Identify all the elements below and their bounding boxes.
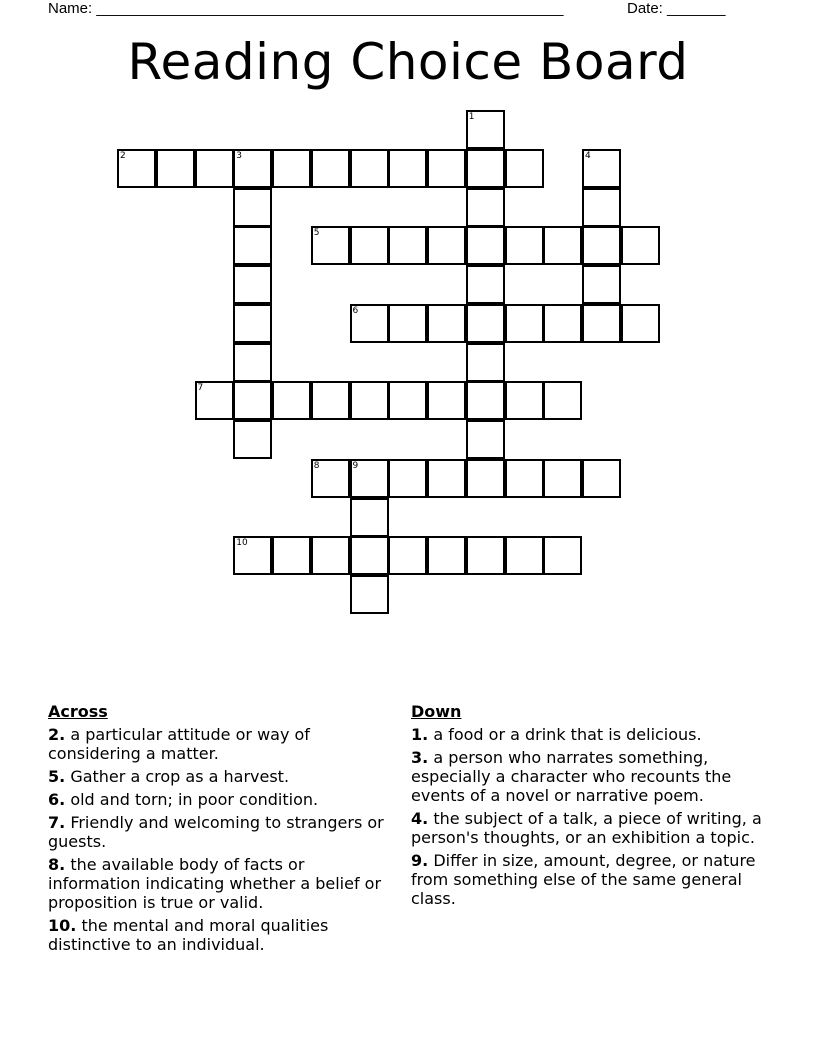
clue-number: 7.	[48, 813, 66, 832]
crossword-cell[interactable]	[233, 304, 272, 343]
down-heading: Down	[411, 702, 462, 721]
crossword-cell[interactable]	[233, 226, 272, 265]
crossword-cell[interactable]	[466, 304, 505, 343]
crossword-cell[interactable]	[311, 226, 350, 265]
clue-across-8	[48, 855, 398, 912]
crossword-cell[interactable]	[582, 149, 621, 188]
crossword-cell[interactable]	[543, 459, 582, 498]
crossword-cell[interactable]	[466, 110, 505, 149]
crossword-cell[interactable]	[388, 381, 427, 420]
crossword-cell[interactable]	[621, 226, 660, 265]
clue-number: 4.	[411, 809, 429, 828]
clue-number: 10.	[48, 916, 77, 935]
crossword-cell[interactable]	[582, 226, 621, 265]
cell-number: 4	[585, 150, 591, 161]
crossword-cell[interactable]	[388, 459, 427, 498]
clue-number: 6.	[48, 790, 66, 809]
crossword-cell[interactable]	[543, 304, 582, 343]
clue-across-5	[48, 767, 398, 786]
crossword-cell[interactable]	[311, 459, 350, 498]
crossword-cell[interactable]	[466, 459, 505, 498]
clue-down-3	[411, 748, 771, 805]
name-field-label[interactable]: Name: ________________________________________________________	[48, 0, 564, 17]
crossword-cell[interactable]	[543, 381, 582, 420]
crossword-cell[interactable]	[233, 536, 272, 575]
crossword-cell[interactable]	[233, 343, 272, 382]
crossword-cell[interactable]	[233, 381, 272, 420]
cell-number: 7	[197, 383, 204, 394]
clue-across-10	[48, 916, 398, 954]
crossword-cell[interactable]	[311, 149, 350, 188]
crossword-cell[interactable]	[621, 304, 660, 343]
crossword-cell[interactable]	[272, 149, 311, 188]
clue-down-1	[411, 725, 771, 744]
clue-down-4	[411, 809, 771, 847]
crossword-cell[interactable]	[311, 536, 350, 575]
crossword-cell[interactable]	[582, 188, 621, 227]
crossword-cell[interactable]	[543, 226, 582, 265]
date-field-label[interactable]: Date: _______	[627, 0, 726, 17]
crossword-cell[interactable]	[388, 226, 427, 265]
clue-text: the available body of facts or information indicating whether a belief or proposition is true or valid.	[48, 855, 382, 912]
crossword-cell[interactable]	[427, 381, 466, 420]
crossword-cell[interactable]	[505, 304, 544, 343]
crossword-cell[interactable]	[156, 149, 195, 188]
crossword-cell[interactable]	[195, 381, 234, 420]
crossword-cell[interactable]	[466, 536, 505, 575]
crossword-cell[interactable]	[117, 149, 156, 188]
clue-down-9	[411, 851, 771, 908]
page-title: Reading Choice Board	[127, 33, 689, 91]
cell-number: 1	[468, 112, 475, 122]
across-clues	[48, 702, 398, 958]
crossword-cell[interactable]	[350, 575, 389, 614]
across-heading: Across	[48, 702, 108, 721]
crossword-cell[interactable]	[427, 304, 466, 343]
clue-text: Gather a crop as a harvest.	[70, 767, 290, 786]
crossword-cell[interactable]	[505, 381, 544, 420]
crossword-cell[interactable]	[427, 226, 466, 265]
clue-text: old and torn; in poor condition.	[70, 790, 319, 809]
crossword-cell[interactable]	[427, 536, 466, 575]
cell-number: 8	[313, 460, 320, 471]
crossword-cell[interactable]	[233, 420, 272, 459]
cell-number: 9	[352, 460, 359, 471]
crossword-cell[interactable]	[505, 536, 544, 575]
crossword-cell[interactable]	[195, 149, 234, 188]
crossword-cell[interactable]	[466, 265, 505, 304]
crossword-cell[interactable]	[466, 381, 505, 420]
crossword-cell[interactable]	[388, 304, 427, 343]
crossword-cell[interactable]	[311, 381, 350, 420]
crossword-cell[interactable]	[505, 459, 544, 498]
clue-number: 9.	[411, 851, 429, 870]
crossword-cell[interactable]	[388, 536, 427, 575]
clue-text: Friendly and welcoming to strangers or guests.	[48, 813, 384, 851]
crossword-cell[interactable]	[350, 226, 389, 265]
clue-text: the mental and moral qualities distinctive to an individual.	[48, 916, 329, 954]
clue-text: a food or a drink that is delicious.	[433, 725, 702, 744]
clue-text: Differ in size, amount, degree, or nature from something else of the same general class.	[411, 851, 756, 908]
clue-number: 1.	[411, 725, 429, 744]
crossword-cell[interactable]	[272, 536, 311, 575]
clue-across-2	[48, 725, 398, 763]
crossword-cell[interactable]	[582, 265, 621, 304]
clue-number: 5.	[48, 767, 66, 786]
crossword-cell[interactable]	[388, 149, 427, 188]
down-clues	[411, 702, 771, 912]
clue-text: a person who narrates something, especially a character who recounts the events of a novel or narrative poem.	[411, 748, 732, 805]
crossword-cell[interactable]	[427, 149, 466, 188]
clue-text: the subject of a talk, a piece of writing, a person's thoughts, or an exhibition a topic.	[411, 809, 762, 847]
crossword-cell[interactable]	[466, 420, 505, 459]
clue-across-7	[48, 813, 398, 851]
cell-number: 6	[352, 305, 359, 316]
clue-across-6	[48, 790, 398, 809]
crossword-cell[interactable]	[272, 381, 311, 420]
clue-number: 2.	[48, 725, 66, 744]
cell-number: 3	[236, 150, 242, 161]
crossword-cell[interactable]	[582, 459, 621, 498]
cell-number: 2	[120, 150, 126, 161]
crossword-cell[interactable]	[505, 149, 544, 188]
crossword-cell[interactable]	[466, 149, 505, 188]
crossword-cell[interactable]	[427, 459, 466, 498]
crossword-cell[interactable]	[350, 459, 389, 498]
crossword-cell[interactable]	[505, 226, 544, 265]
crossword-cell[interactable]	[350, 381, 389, 420]
crossword-cell[interactable]	[233, 149, 272, 188]
crossword-cell[interactable]	[350, 536, 389, 575]
cell-number: 5	[313, 228, 320, 239]
crossword-cell[interactable]	[466, 226, 505, 265]
clue-text: a particular attitude or way of considering a matter.	[48, 725, 310, 763]
crossword-cell[interactable]	[466, 343, 505, 382]
crossword-cell[interactable]	[233, 265, 272, 304]
crossword-cell[interactable]	[350, 304, 389, 343]
crossword-cell[interactable]	[350, 149, 389, 188]
crossword-cell[interactable]	[582, 304, 621, 343]
clue-number: 3.	[411, 748, 429, 767]
crossword-cell[interactable]	[350, 498, 389, 537]
clue-number: 8.	[48, 855, 66, 874]
crossword-cell[interactable]	[543, 536, 582, 575]
crossword-cell[interactable]	[466, 188, 505, 227]
crossword-cell[interactable]	[233, 188, 272, 227]
cell-number: 10	[236, 538, 248, 549]
